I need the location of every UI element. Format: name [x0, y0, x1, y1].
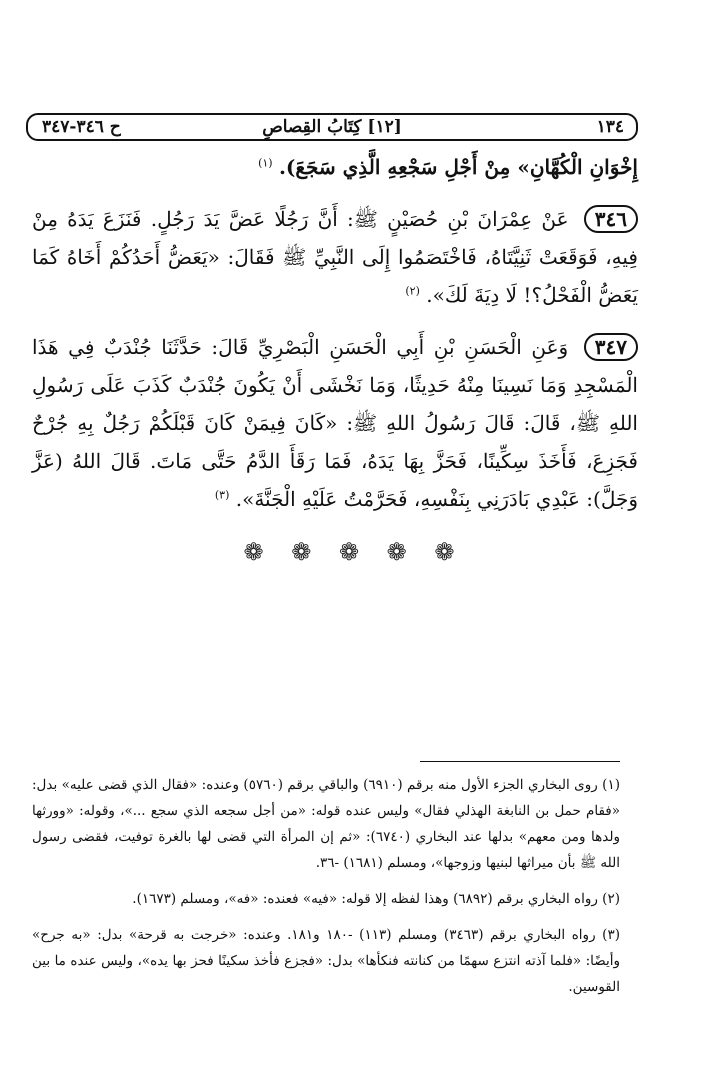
footnote-2: (٢) رواه البخاري برقم (٦٨٩٢) وهذا لفظه إلا قوله: «فيه» فعنده: «فه»، ومسلم (١٦٧٣). [132, 891, 620, 907]
footnote-1: (١) روى البخاري الجزء الأول منه برقم (٦٩١٠) والباقي برقم (٥٧٦٠) وعنده: «فقال الذي قضى عليه» بدل: «فقام حمل بن النابغة الهذلي فقال» وليس عنده قوله: «من أجل سجعه الذي سجع ...»، وقوله: «وورثها ولدها ومن معهم» بدلها عند البخاري (٦٧٤٠): «ثم إن المرأة التي قضى لها بالغرة توفيت، فقضى رسول الله ﷺ بأن ميراثها لبنيها وزوجها»، ومسلم (١٦٨١) -٣٦. [32, 777, 620, 871]
ornament-divider: ❁ ❁ ❁ ❁ ❁ [243, 538, 465, 566]
page-header [26, 113, 638, 141]
footnote-ref-2: (٢) [405, 284, 420, 298]
hadith-347 [32, 328, 638, 518]
hadith-text: وَعَنِ الْحَسَنِ بْنِ أَبِي الْحَسَنِ الْبَصْرِيِّ قَالَ: حَدَّثَنَا جُنْدَبٌ فِي هَذَا الْمَسْجِدِ وَمَا نَسِينَا مِنْهُ حَدِيثًا، وَمَا نَخْشَى أَنْ يَكُونَ جُنْدَبٌ كَذَبَ عَلَى رَسُولِ اللهِ ﷺ، قَالَ: قَالَ رَسُولُ اللهِ ﷺ: «كَانَ فِيمَنْ كَانَ قَبْلَكُمْ رَجُلٌ بِهِ جُرْحٌ فَجَزِعَ، فَأَخَذَ سِكِّينًا، فَحَزَّ بِهَا يَدَهُ، فَمَا رَقَأَ الدَّمُ حَتَّى مَاتَ. قَالَ اللهُ (عَزَّ وَجَلَّ): عَبْدِي بَادَرَنِي بِنَفْسِهِ، فَحَرَّمْتُ عَلَيْهِ الْجَنَّةَ». [32, 335, 638, 511]
footnote-ref-1: (١) [258, 156, 273, 170]
footnote-3: (٣) رواه البخاري برقم (٣٤٦٣) ومسلم (١١٣) -١٨٠ و١٨١. وعنده: «خرجت به قرحة» بدل: «به جرح» وأيضًا: «فلما آذته انتزع سهمًا من كنانته فنكأها» بدل: «فجزع فأخذ سكينًا فحز بها يده»، وليس عنده ما بين القوسين. [32, 927, 620, 995]
hadith-number-badge: ٣٤٦ [584, 205, 638, 233]
hadith-range: ح ٣٤٦-٣٤٧ [42, 117, 121, 137]
intro-text: إِخْوَانِ الْكُهَّانِ» مِنْ أَجْلِ سَجْعِهِ الَّذِي سَجَعَ). [278, 155, 638, 179]
intro-paragraph [32, 148, 638, 186]
hadith-346 [32, 200, 638, 314]
hadith-number-badge: ٣٤٧ [584, 333, 638, 361]
main-text [32, 148, 638, 532]
page-number: ١٣٤ [596, 117, 624, 137]
hadith-text: عَنْ عِمْرَانَ بْنِ حُصَيْنٍ ﷺ: أَنَّ رَجُلًا عَضَّ يَدَ رَجُلٍ. فَنَزَعَ يَدَهُ مِنْ فِيهِ، فَوَقَعَتْ ثَنِيَّتَاهُ، فَاخْتَصَمُوا إِلَى النَّبِيِّ ﷺ فَقَالَ: «يَعَضُّ أَحَدُكُمْ أَخَاهُ كَمَا يَعَضُّ الْفَحْلُ؟! لَا دِيَةَ لَكَ». [32, 207, 638, 307]
footnotes [32, 772, 620, 1010]
footnote-ref-3: (٣) [214, 488, 230, 502]
chapter-title: [١٢] كِتَابُ القِصاصِ [262, 117, 402, 137]
footnote-separator [420, 761, 620, 762]
